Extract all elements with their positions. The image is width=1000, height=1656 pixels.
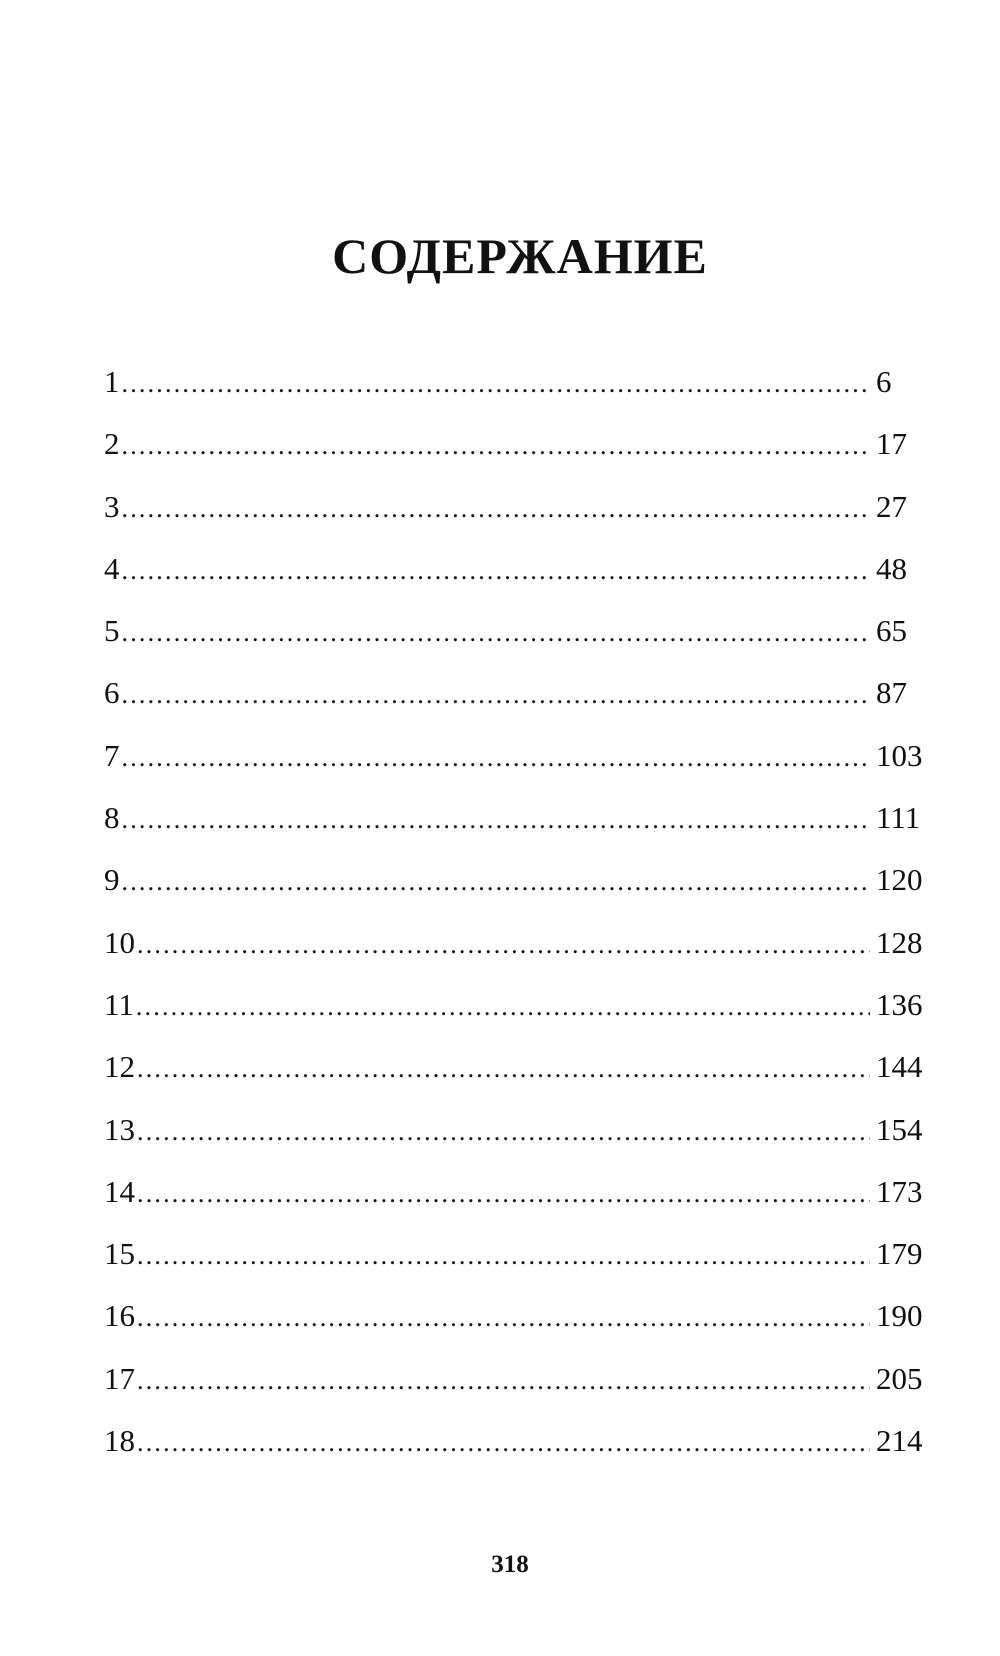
chapter-number: 16 — [104, 1298, 135, 1334]
toc-entry — [104, 611, 924, 673]
toc-entry — [104, 736, 924, 798]
page-reference: 111 — [876, 800, 921, 836]
chapter-number: 11 — [104, 986, 134, 1022]
toc-entry — [104, 798, 924, 860]
toc-entry — [104, 1047, 924, 1109]
toc-entry — [104, 923, 924, 985]
toc-entry — [104, 424, 924, 486]
dot-leader — [122, 364, 871, 404]
dot-leader — [122, 551, 871, 591]
dot-leader — [122, 800, 871, 840]
page-reference: 205 — [876, 1360, 923, 1396]
chapter-number: 12 — [104, 1049, 135, 1085]
dot-leader — [122, 675, 871, 715]
dot-leader — [137, 1174, 870, 1214]
chapter-number: 9 — [104, 862, 120, 898]
dot-leader — [137, 1423, 870, 1463]
dot-leader — [122, 862, 871, 902]
dot-leader — [137, 1049, 870, 1089]
page-reference: 6 — [876, 364, 892, 399]
chapter-number: 6 — [104, 675, 120, 711]
page-reference: 120 — [876, 862, 923, 898]
page-reference: 144 — [876, 1049, 923, 1085]
chapter-number: 1 — [104, 364, 120, 399]
page-reference: 173 — [876, 1173, 923, 1209]
dot-leader — [137, 925, 870, 965]
toc-entry — [104, 487, 924, 549]
table-of-contents — [104, 362, 924, 1483]
page-reference: 154 — [876, 1111, 923, 1147]
dot-leader — [122, 489, 871, 529]
toc-entry — [104, 985, 924, 1047]
chapter-number: 14 — [104, 1173, 135, 1209]
page-reference: 17 — [876, 426, 907, 462]
chapter-number: 13 — [104, 1111, 135, 1147]
chapter-number: 5 — [104, 613, 120, 649]
page-reference: 190 — [876, 1298, 923, 1334]
page-reference: 214 — [876, 1423, 923, 1459]
page-reference: 136 — [876, 986, 923, 1022]
dot-leader — [122, 738, 871, 778]
dot-leader — [136, 987, 870, 1027]
dot-leader — [122, 613, 871, 653]
page-reference: 27 — [876, 488, 907, 524]
chapter-number: 7 — [104, 737, 120, 773]
dot-leader — [137, 1236, 870, 1276]
toc-entry — [104, 1172, 924, 1234]
dot-leader — [122, 426, 871, 466]
page-title: СОДЕРЖАНИЕ — [332, 228, 708, 284]
chapter-number: 3 — [104, 488, 120, 524]
chapter-number: 8 — [104, 800, 120, 836]
chapter-number: 4 — [104, 550, 120, 586]
page-reference: 48 — [876, 550, 907, 586]
chapter-number: 2 — [104, 426, 120, 462]
toc-entry — [104, 1234, 924, 1296]
toc-entry — [104, 1421, 924, 1483]
toc-entry — [104, 1110, 924, 1172]
toc-entry — [104, 673, 924, 735]
chapter-number: 18 — [104, 1423, 135, 1459]
toc-entry — [104, 860, 924, 922]
toc-entry — [104, 362, 924, 424]
dot-leader — [137, 1112, 870, 1152]
chapter-number: 10 — [104, 924, 135, 960]
toc-entry — [104, 549, 924, 611]
page-reference: 128 — [876, 924, 923, 960]
dot-leader — [137, 1361, 870, 1401]
dot-leader — [137, 1298, 870, 1338]
toc-entry — [104, 1296, 924, 1358]
page-number: 318 — [491, 1551, 529, 1578]
chapter-number: 15 — [104, 1236, 135, 1272]
toc-entry — [104, 1359, 924, 1421]
page-reference: 65 — [876, 613, 907, 649]
page-reference: 179 — [876, 1236, 923, 1272]
chapter-number: 17 — [104, 1360, 135, 1396]
page-reference: 87 — [876, 675, 907, 711]
page-reference: 103 — [876, 737, 923, 773]
